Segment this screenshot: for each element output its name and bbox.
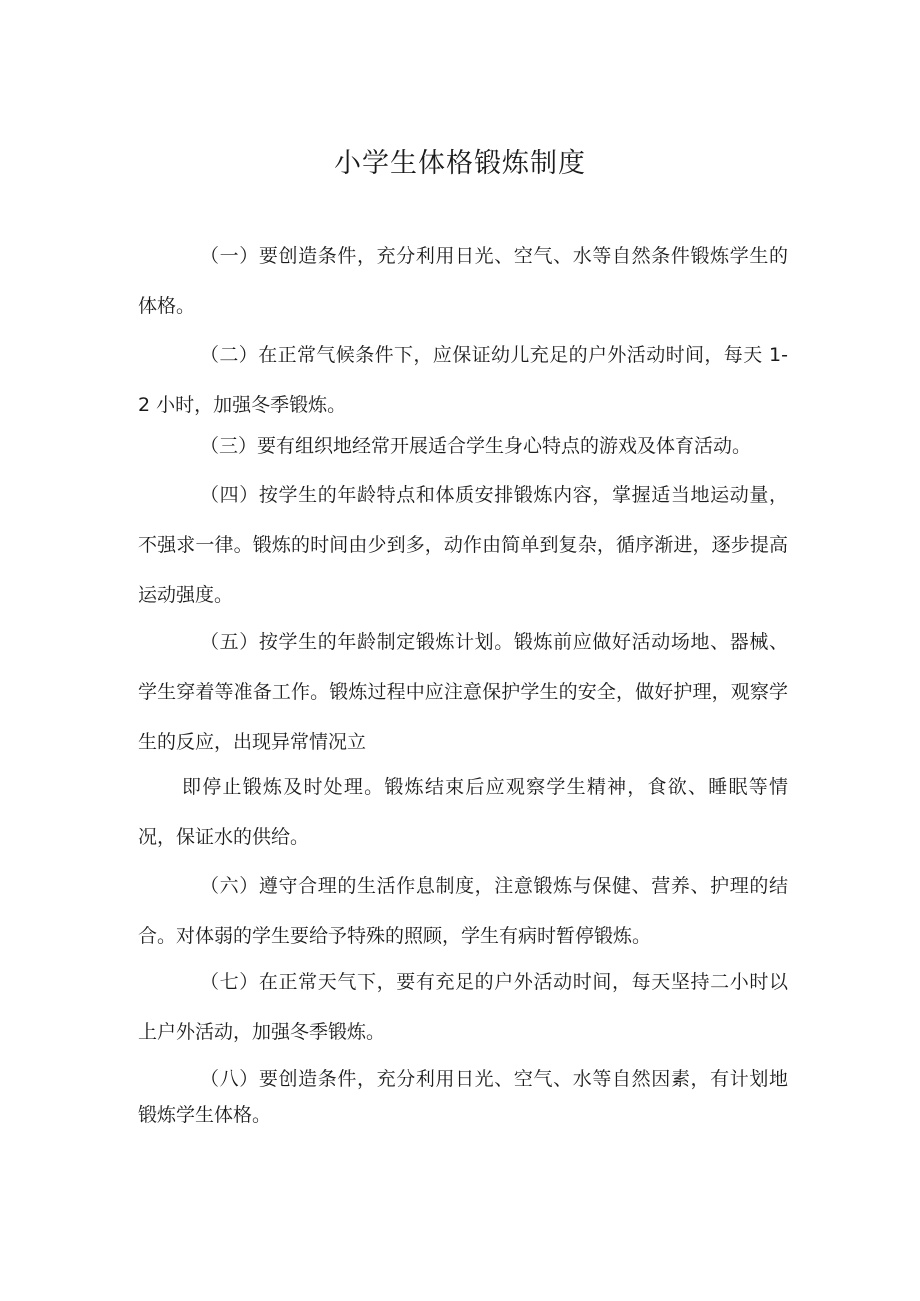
- document-title: 小学生体格锻炼制度: [334, 148, 586, 179]
- paragraph-3: （三）要有组织地经常开展适合学生身心特点的游戏及体育活动。: [200, 435, 752, 457]
- paragraph-2: （二）在正常气候条件下，应保证幼儿充足的户外活动时间，每天 1-2 小时，加强冬季锻炼。: [138, 344, 788, 416]
- paragraph-6: （六）遵守合理的生活作息制度，注意锻炼与保健、营养、护理的结合。对体弱的学生要给予特殊的照顾，学生有病时暂停锻炼。: [138, 875, 788, 947]
- paragraph-5: （五）按学生的年龄制定锻炼计划。锻炼前应做好活动场地、器械、学生穿着等准备工作。锻炼过程中应注意保护学生的安全，做好护理，观察学生的反应，出现异常情况立: [138, 631, 788, 753]
- paragraph-7: （七）在正常天气下，要有充足的户外活动时间，每天坚持二小时以上户外活动，加强冬季锻炼。: [138, 971, 788, 1043]
- paragraph-5-continued: 即停止锻炼及时处理。锻炼结束后应观察学生精神，食欲、睡眠等情况，保证水的供给。: [138, 776, 788, 848]
- paragraph-1: （一）要创造条件，充分利用日光、空气、水等自然条件锻炼学生的体格。: [138, 245, 788, 317]
- paragraph-8: （八）要创造条件，充分利用日光、空气、水等自然因素，有计划地锻炼学生体格。: [138, 1068, 788, 1126]
- paragraph-4: （四）按学生的年龄特点和体质安排锻炼内容，掌握适当地运动量，不强求一律。锻炼的时间由少到多，动作由简单到复杂，循序渐进，逐步提高运动强度。: [138, 484, 788, 606]
